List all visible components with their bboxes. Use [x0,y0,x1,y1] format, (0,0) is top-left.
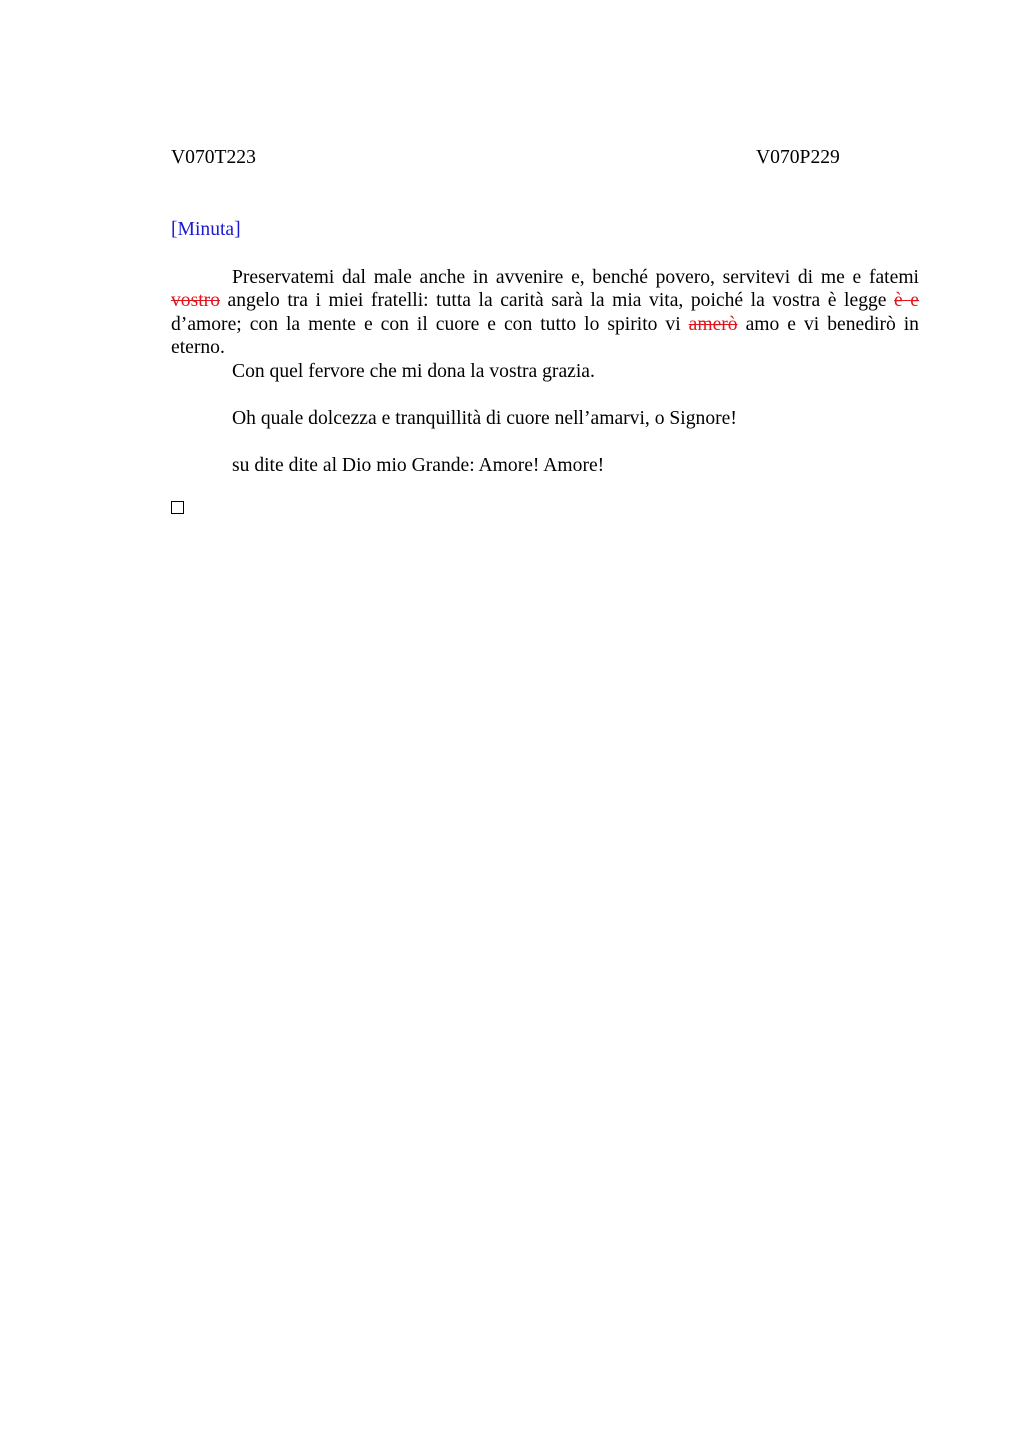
paragraph-3: Oh quale dolcezza e tranquillità di cuore nell’amarvi, o Signore! [232,407,737,429]
document-page [171,146,919,514]
section-label: [Minuta] [171,219,241,240]
paragraph-1 [171,266,919,360]
paragraph-1-text-c: d’amore; con la mente e con il cuore e con tutto lo spirito vi [171,313,689,335]
paragraph-1-text-b: angelo tra i miei fratelli: tutta la carità sarà la mia vita, poiché la vostra è legge [219,290,895,311]
deleted-word-3: amerò [688,313,738,335]
document-id-left: V070T223 [171,147,256,168]
paragraph-1-text-a: Preservatemi dal male anche in avvenire e, benché povero, servitevi di me e fatemi [232,266,919,288]
deleted-word-2: è e [894,290,919,311]
paragraph-2: Con quel fervore che mi dona la vostra grazia. [232,360,595,382]
paragraph-4: su dite dite al Dio mio Grande: Amore! Amore! [232,454,605,476]
empty-square-icon [171,501,184,514]
document-header [171,146,919,170]
deleted-word-1: vostro [171,290,220,311]
paragraph-1-text-d: amo e vi benedirò in eterno. [171,313,919,358]
document-id-right: V070P229 [756,147,840,168]
